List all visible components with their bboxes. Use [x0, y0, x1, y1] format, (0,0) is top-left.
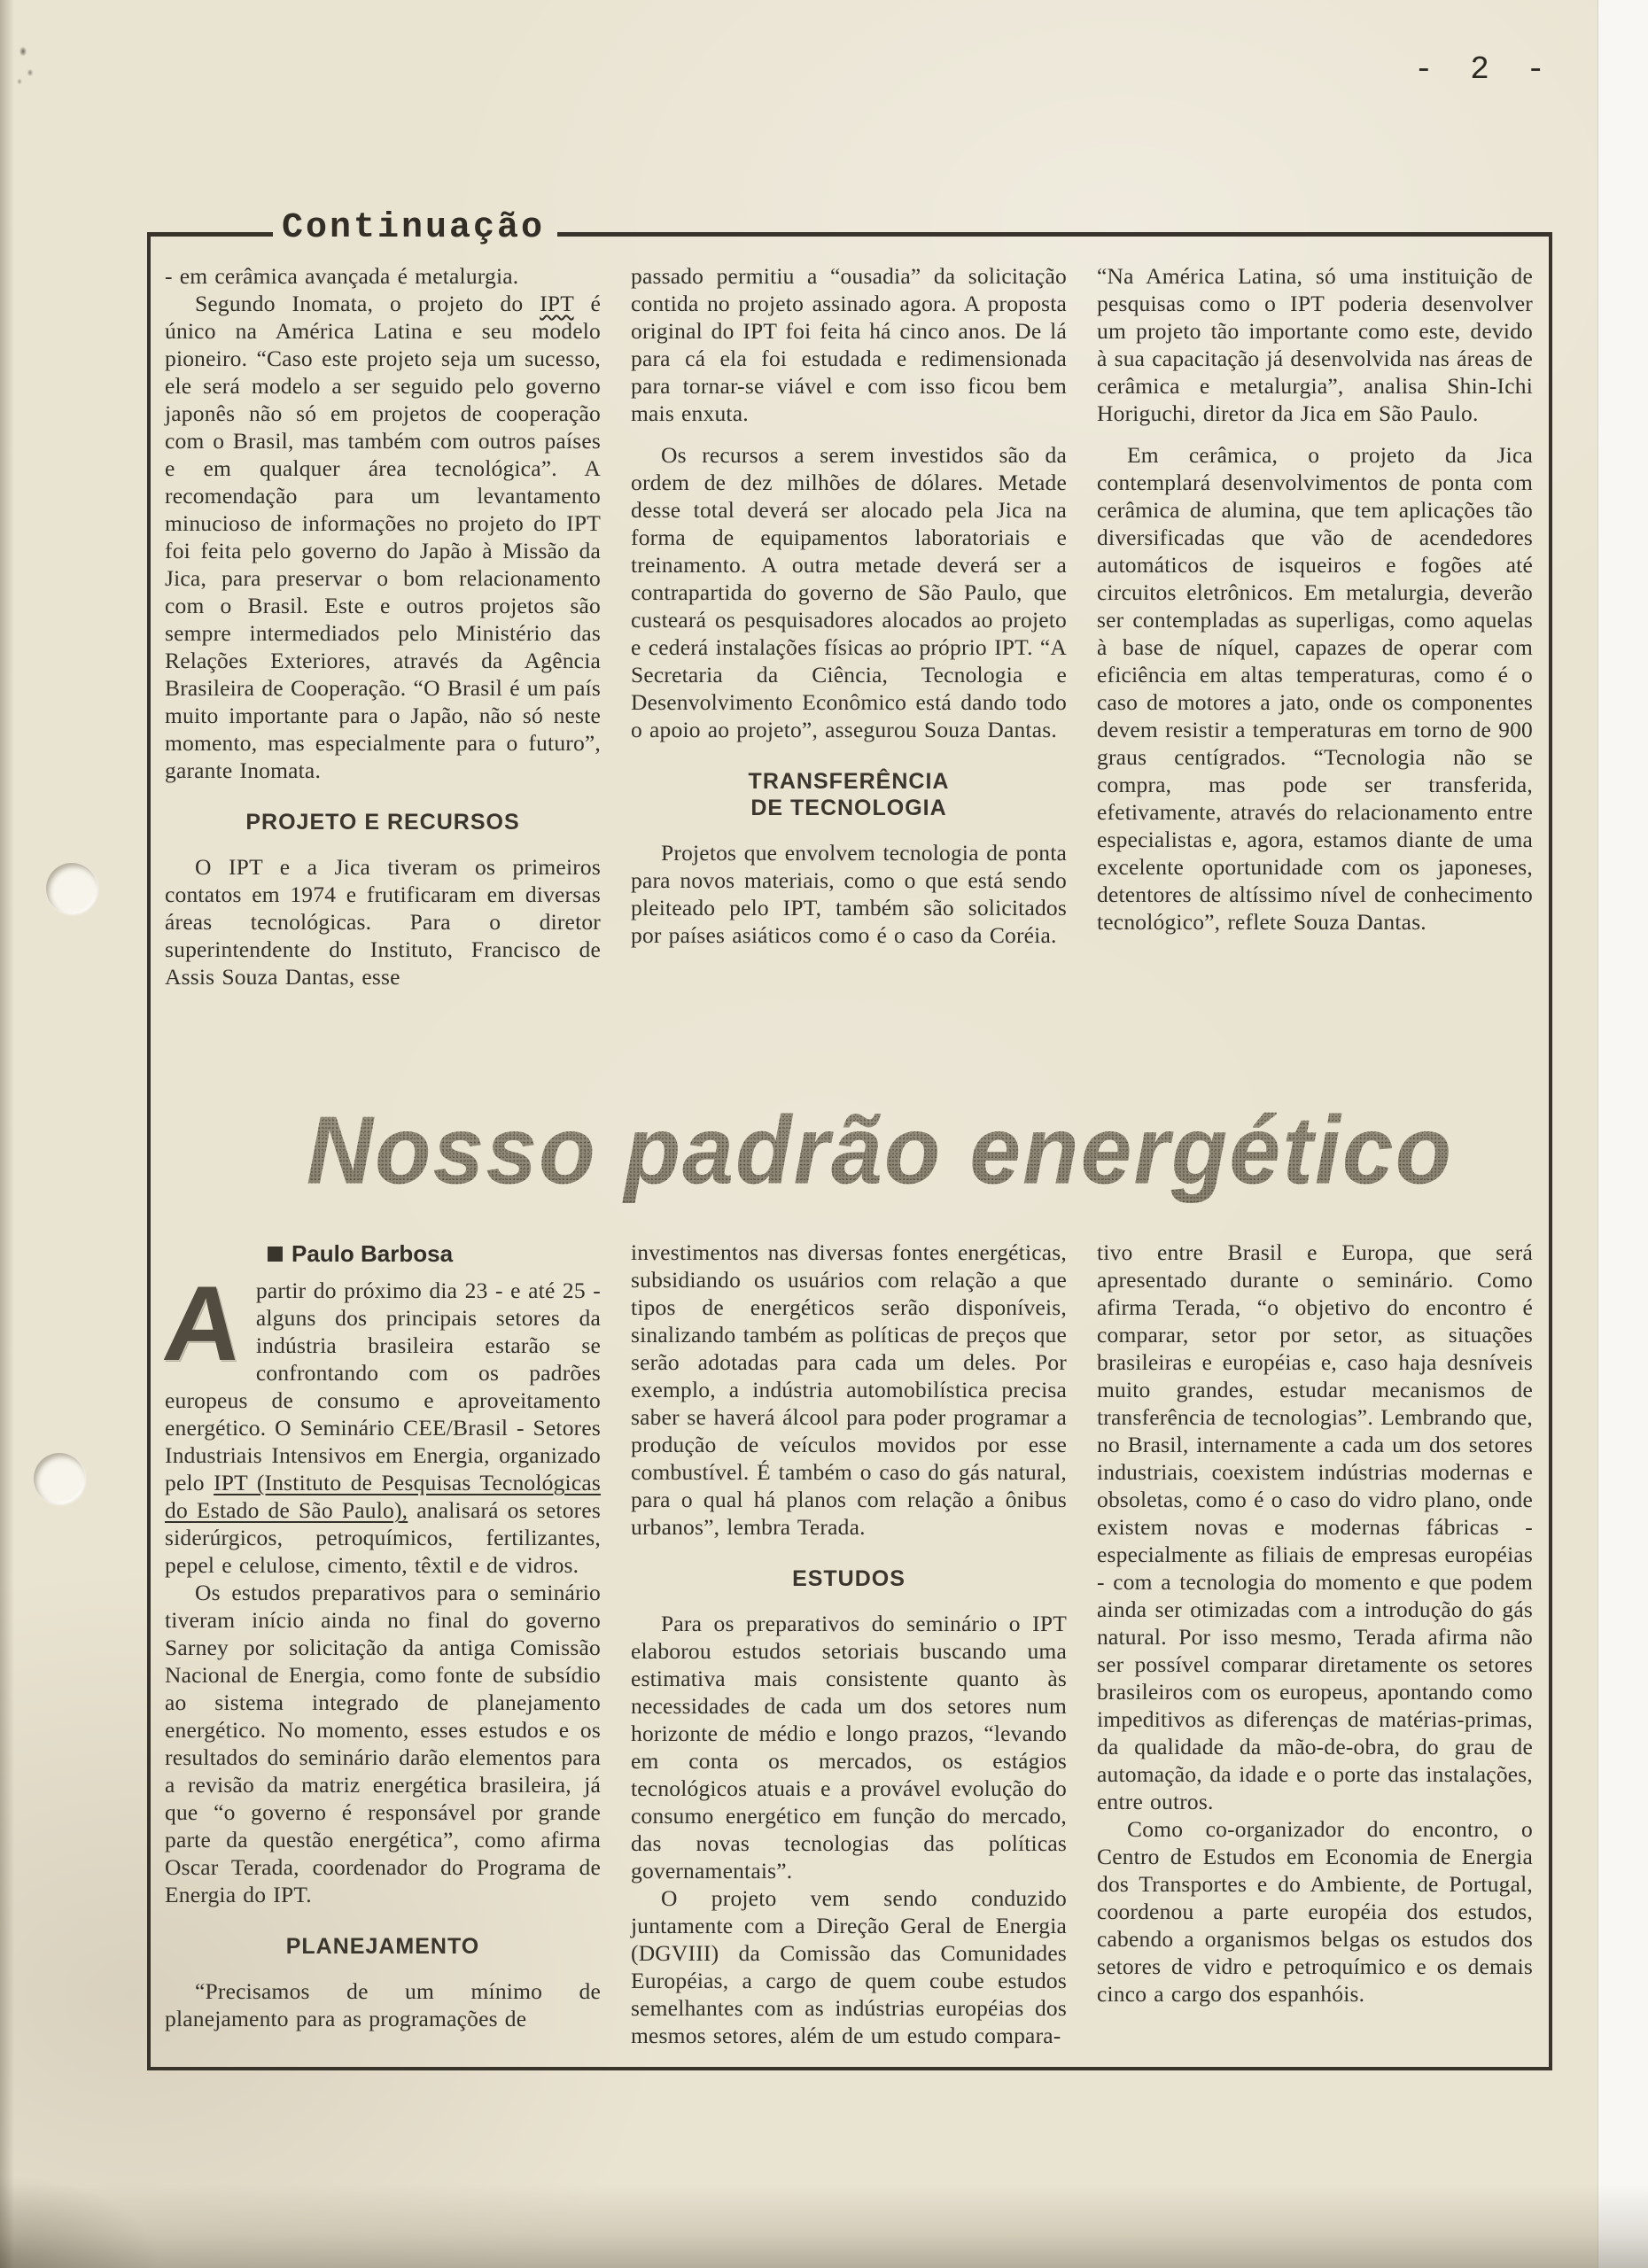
article2-column-1 — [158, 1239, 601, 2049]
byline-author: Paulo Barbosa — [292, 1240, 454, 1267]
article1-col3-paragraph-1: “Na América Latina, só uma instituição de pesquisas como o IPT poderia desenvolver um projeto tão importante como este, devido à sua capacitação já desenvolvida nas áreas de cerâmica e metalurgia”, analisa Shin-Ichi Horiguchi, diretor da Jica em São Paulo. — [1097, 263, 1533, 426]
paragraph-text: analisará os setores siderúrgicos, petroquímicos, fertilizantes, pepel e celulose, cimento, têxtil e de vidros. — [165, 1497, 601, 1578]
headline-row — [227, 1084, 1533, 1226]
hole-punch — [46, 863, 97, 914]
article-ipt-jica — [165, 262, 1533, 1049]
page-edge-shadow-bottom — [0, 2184, 1648, 2268]
border-rule — [557, 232, 1552, 237]
hole-punch — [34, 1453, 85, 1504]
ink-smudge — [12, 43, 43, 89]
article1-col2-paragraph-3: Projetos que envolvem tecnologia de ponta para novos materiais, como o que está sendo pleiteado pelo IPT, também são solicitados por países asiáticos como é o caso da Coréia. — [631, 840, 1067, 948]
article2-col2-paragraph-1: investimentos nas diversas fontes energéticas, subsidiando os usuários com relação a que tipos de energéticos serão disponíveis, sinalizando também as políticas de preços que serão adotadas para cada um deles. Por exemplo, a indústria automobilística precisa saber se haverá álcool para poder programar a produção de veículos movidos por esse combustível. É também o caso do gás natural, para o qual há planos com relação a ônibus urbanos”, lembra Terada. — [631, 1239, 1067, 1540]
article2-col2-paragraph-3: O projeto vem sendo conduzido juntamente com a Direção Geral de Energia (DGVIII) da Comissão das Comunidades Européias, a cargo de quem coube estudos semelhantes com as indústrias européias dos mesmos setores, além de um estudo compara- — [631, 1885, 1067, 2048]
article1-column-1 — [165, 262, 601, 1049]
article1-col2-paragraph-2: Os recursos a serem investidos são da ordem de dez milhões de dólares. Metade desse total deverá ser alocado pela Jica na forma de equipamentos laboratoriais e treinamento. A outra metade deverá ser a contrapartida do governo de São Paulo, que custeará os pesquisadores alocados ao projeto e cederá instalações físicas ao próprio IPT. “A Secretaria da Ciência, Tecnologia e Desenvolvimento Econômico está dando todo o apoio ao projeto”, assegurou Souza Dantas. — [631, 442, 1067, 742]
paragraph-text: partir do próximo dia 23 - e até 25 - alguns dos principais setores da indústria brasileira estarão se confrontando com os padrões europeus de consumo e aproveitamento energético. O Seminário CEE/Brasil - Setores Industriais Intensivos em Energia, organizado pelo — [165, 1278, 601, 1495]
ipt-institute-underlined: IPT (Instituto de Pesquisas Tecnológicas do Estado de São Paulo), — [165, 1470, 601, 1523]
article1-col1-paragraph-3: O IPT e a Jica tiveram os primeiros contatos em 1974 e frutificaram em diversas áreas tecnológicas. Para o diretor superintendente do Instituto, Francisco de Assis Souza Dantas, esse — [165, 854, 601, 990]
article1-column-3 — [1097, 262, 1533, 1049]
article1-col1-paragraph-1: - em cerâmica avançada é metalurgia. — [165, 263, 519, 289]
scan-edge-white-strip — [1597, 0, 1648, 2268]
article2-col1-paragraph-2: Os estudos preparativos para o seminário tiveram início ainda no final do governo Sarney por solicitação da antiga Comissão Nacional de Energia, como fonte de subsídio ao sistema integrado de planejamento energético. No momento, esses estudos e os resultados do seminário darão elementos para a revisão da matriz energética brasileira, já que “o governo é responsável por grande parte da questão energética”, como afirma Oscar Terada, coordenador do Programa de Energia do IPT. — [165, 1580, 601, 1907]
byline-bullet-icon — [268, 1247, 283, 1262]
paragraph-text: Segundo Inomata, o projeto do — [195, 291, 540, 316]
page-edge-shadow-left — [0, 0, 14, 2268]
article-frame — [147, 208, 1552, 2070]
article2-column-2 — [631, 1239, 1067, 2049]
section-heading-estudos: ESTUDOS — [792, 1566, 906, 1591]
article2-col1-paragraph-1 — [158, 1264, 601, 1579]
section-heading-projeto-e-recursos: PROJETO E RECURSOS — [245, 810, 520, 835]
article2-col3-paragraph-1: tivo entre Brasil e Europa, que será apresentado durante o seminário. Como afirma Terada, “o objetivo do encontro é comparar, setor por setor, as situações brasileiras e européias e, caso haja desníveis muito grandes, estudar mecanismos de transferência de tecnologias”. Lembrando que, no Brasil, internamente a cada um dos setores industriais, coexistem indústrias modernas e obsoletas, como é o caso do vidro plano, onde existem novas e modernas fábricas - especialmente as filiais de empresas européias - com a tecnologia do momento e que podem ainda ser otimizadas com a introdução do gás natural. Por isso mesmo, Terada afirma não ser possível comparar diretamente os setores brasileiros com os europeus, apontando como impeditivos as diferenças de matérias-primas, da qualidade da mão-de-obra, do grau de automação, da idade e o porte das instalações, entre outros. — [1097, 1239, 1533, 1814]
ipt-underlined: IPT — [540, 291, 574, 316]
article-padrao-energetico — [158, 1239, 1533, 2049]
border-rule — [147, 232, 273, 237]
byline — [268, 1240, 601, 1268]
article2-col2-paragraph-2: Para os preparativos do seminário o IPT elaborou estudos setoriais buscando uma estimativa mais consistente quanto às necessidades de cada um dos setores num horizonte de médio e longo prazos, “levando em conta os mercados, os estágios tecnológicos atuais e a provável evolução do consumo energético em função do mercado, das novas tecnologias das políticas governamentais”. — [631, 1611, 1067, 1884]
article1-column-2 — [631, 262, 1067, 1049]
article2-col3-paragraph-2: Como co-organizador do encontro, o Centro de Estudos em Economia de Energia dos Transportes e do Ambiente, de Portugal, coordenou a parte européia dos estudos, cabendo a organismos belgas os estudos dos setores de vidro e petroquímico e os demais cinco a cargo dos espanhóis. — [1097, 1816, 1533, 2007]
article2-col1-paragraph-3: “Precisamos de um mínimo de planejamento para as programações de — [165, 1978, 601, 2031]
article-headline: Nosso padrão energético — [307, 1082, 1453, 1220]
paragraph-text: é único na América Latina e seu modelo pioneiro. “Caso este projeto seja um sucesso, ele será modelo a ser seguido pelo governo japonês não só em projetos de cooperação com o Brasil, mas também com outros países e em qualquer área tecnológica”. A recomendação para um levantamento minucioso de informações no projeto do IPT foi feita pelo governo do Japão à Missão da Jica, para preservar o bom relacionamento com o Brasil. Este e outros projetos são sempre intermediados pelo Ministério das Relações Exteriores, através da Agência Brasileira de Cooperação. “O Brasil é um país muito importante para o Japão, não só neste momento, mas especialmente para o futuro”, garante Inomata. — [165, 291, 602, 783]
page-number: - 2 - — [1414, 51, 1555, 88]
article1-col3-paragraph-2: Em cerâmica, o projeto da Jica contemplará desenvolvimentos de ponta com cerâmica de alumina, que tem aplicações tão diversificadas que vão de acendedores automáticos de isqueiros e fogões até circuitos eletrônicos. Em metalurgia, deverão ser contempladas as superligas, como aquelas à base de níquel, capazes de operar com eficiência em altas temperaturas, como é o caso de motores a jato, onde os componentes devem resistir a temperaturas em torno de 900 graus centígrados. “Tecnologia não se compra, mas pode ser transferida, efetivamente, através do relacionamento entre especialistas e, agora, estamos diante de uma excelente oportunidade com os japoneses, detentores de altíssimo nível de conhecimento tecnológico”, reflete Souza Dantas. — [1097, 442, 1533, 935]
heading-line-2: DE TECNOLOGIA — [750, 796, 947, 820]
section-heading-transferencia — [631, 768, 1067, 821]
continuation-header — [147, 208, 1552, 252]
article2-column-3 — [1097, 1239, 1533, 2049]
heading-line-1: TRANSFERÊNCIA — [748, 769, 950, 794]
continuation-label: Continuação — [282, 208, 546, 248]
drop-cap: A — [158, 1264, 248, 1383]
article1-col1-paragraph-2 — [165, 290, 601, 784]
section-heading-planejamento: PLANEJAMENTO — [285, 1934, 480, 1959]
article1-col2-paragraph-1: passado permitiu a “ousadia” da solicitação contida no projeto assinado agora. A proposta original do IPT foi feita há cinco anos. De lá para cá ela foi estudada e redimensionada para tornar-se viável e com isso ficou bem mais enxuta. — [631, 263, 1067, 426]
